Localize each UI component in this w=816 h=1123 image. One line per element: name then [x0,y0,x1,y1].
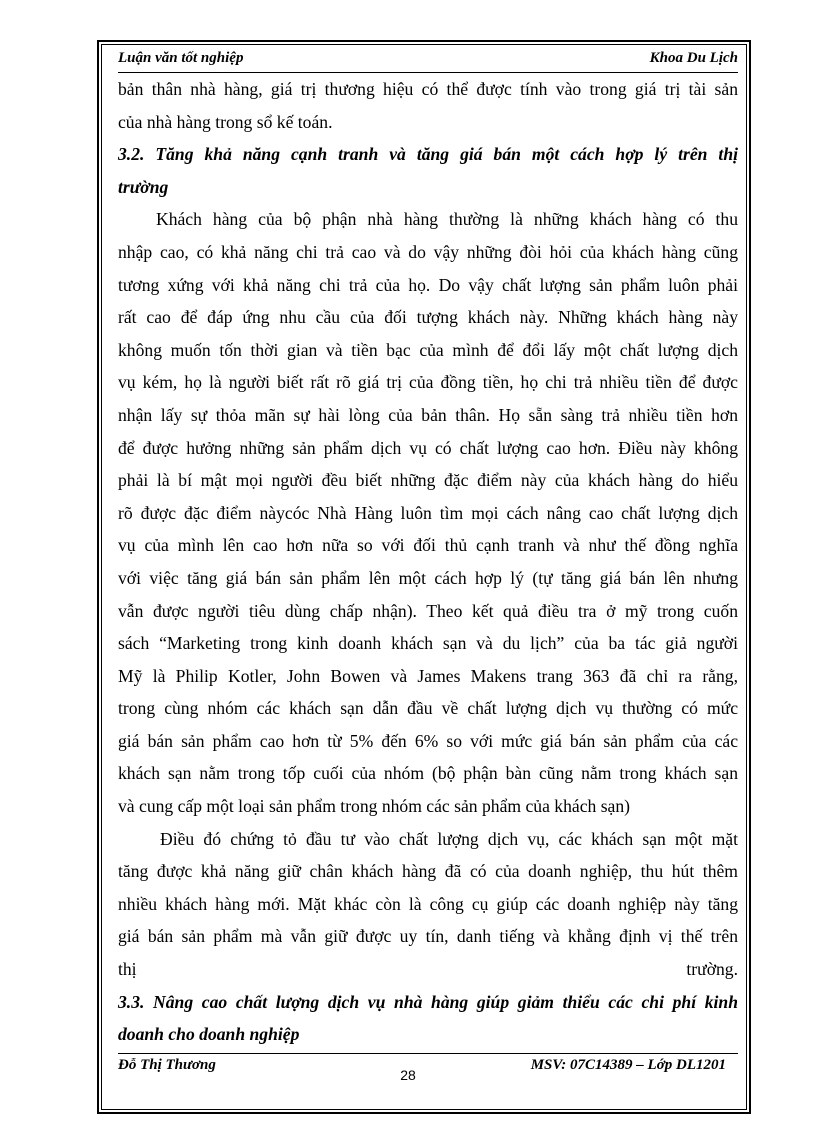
document-body [118,73,738,1051]
paragraph-first-line: Khách hàng của bộ phận nhà hàng thường là những khách hàng có thu [156,209,738,230]
text-line: khách sạn nằm trong tốp cuối của nhóm (bộ phận bàn cũng nằm trong khách sạn [118,763,738,784]
text-line-split [118,953,738,986]
text-line: vụ kém, họ là người biết rất rõ giá trị của đồng tiền, họ chi trả nhiều tiền để được [118,372,738,393]
text-line: trong cùng nhóm các khách sạn dẫn đầu về chất lượng dịch vụ thường có mức [118,698,738,719]
text-fragment-right: trường. [686,959,738,980]
paragraph-first-line: Điều đó chứng tỏ đầu tư vào chất lượng dịch vụ, các khách sạn một mặt [160,828,738,849]
text-line: để được hưởng những sản phẩm dịch vụ có chất lượng cao hơn. Điều này không [118,437,738,458]
text-line: nhận lấy sự thỏa mãn sự hài lòng của bản thân. Họ sẵn sàng trả nhiều tiền hơn [118,404,738,425]
page-header [118,50,738,72]
text-line: vẫn được người tiêu dùng chấp nhận). Theo kết quả điều tra ở mỹ trong cuốn [118,600,738,621]
text-line: tương xứng với khả năng chi trả của họ. Do vậy chất lượng sản phẩm luôn phải [118,274,738,295]
text-line: với việc tăng giá bán sản phẩm lên một cách hợp lý (tự tăng giá bán lên nhưng [118,567,738,588]
text-line: rất cao để đáp ứng nhu cầu của đối tượng khách này. Những khách hàng này [118,307,738,328]
text-line: nhập cao, có khả năng chi trả cao và do vậy những đòi hỏi của khách hàng cũng [118,241,738,262]
text-line: phải là bí mật mọi người đều biết những đặc điểm này của khách hàng do hiểu [118,470,738,491]
text-line: rõ được đặc điểm nàycóc Nhà Hàng luôn tìm mọi cách nâng cao chất lượng dịch [118,502,738,523]
text-line: không muốn tốn thời gian và tiền bạc của mình để đổi lấy một chất lượng dịch [118,339,738,360]
section-heading-3-3-cont: doanh cho doanh nghiệp [118,1024,300,1045]
text-line: Mỹ là Philip Kotler, John Bowen và James Makens trang 363 đã chỉ ra rằng, [118,665,738,686]
text-line: tăng được khả năng giữ chân khách hàng đã có của doanh nghiệp, thu hút thêm [118,861,738,882]
section-heading-3-2: 3.2. Tăng khả năng cạnh tranh và tăng giá bán một cách hợp lý trên thị [118,144,738,165]
text-line: của nhà hàng trong sổ kế toán. [118,111,333,132]
text-line: vụ của mình lên cao hơn nữa so với đối thủ cạnh tranh và như thế đồng nghĩa [118,535,738,556]
text-fragment-left: thị [118,959,137,980]
section-heading-3-3: 3.3. Nâng cao chất lượng dịch vụ nhà hàng giúp giảm thiểu các chi phí kinh [118,991,738,1012]
text-line: giá bán sản phẩm cao hơn từ 5% đến 6% so với mức giá bán sản phẩm của các [118,730,738,751]
header-department: Khoa Du Lịch [649,50,738,66]
footer-divider [118,1053,738,1054]
header-thesis-title: Luận văn tốt nghiệp [118,50,244,66]
text-line: và cung cấp một loại sản phẩm trong nhóm các sản phẩm của khách sạn) [118,796,631,817]
text-line: nhiều khách hàng mới. Mặt khác còn là công cụ giúp các doanh nghiệp này tăng [118,893,738,914]
footer-author: Đỗ Thị Thương [118,1057,216,1073]
text-line: giá bán sản phẩm mà vẫn giữ được uy tín, danh tiếng và khẳng định vị thế trên [118,926,738,947]
text-line: bản thân nhà hàng, giá trị thương hiệu có thể được tính vào trong giá trị tài sản [118,79,738,99]
page-number: 28 [400,1067,416,1083]
text-line: sách “Marketing trong kinh doanh khách sạn và du lịch” của ba tác giả người [118,633,738,654]
section-heading-3-2-cont: trường [118,176,169,197]
footer-student-id: MSV: 07C14389 – Lớp DL1201 [530,1057,726,1073]
